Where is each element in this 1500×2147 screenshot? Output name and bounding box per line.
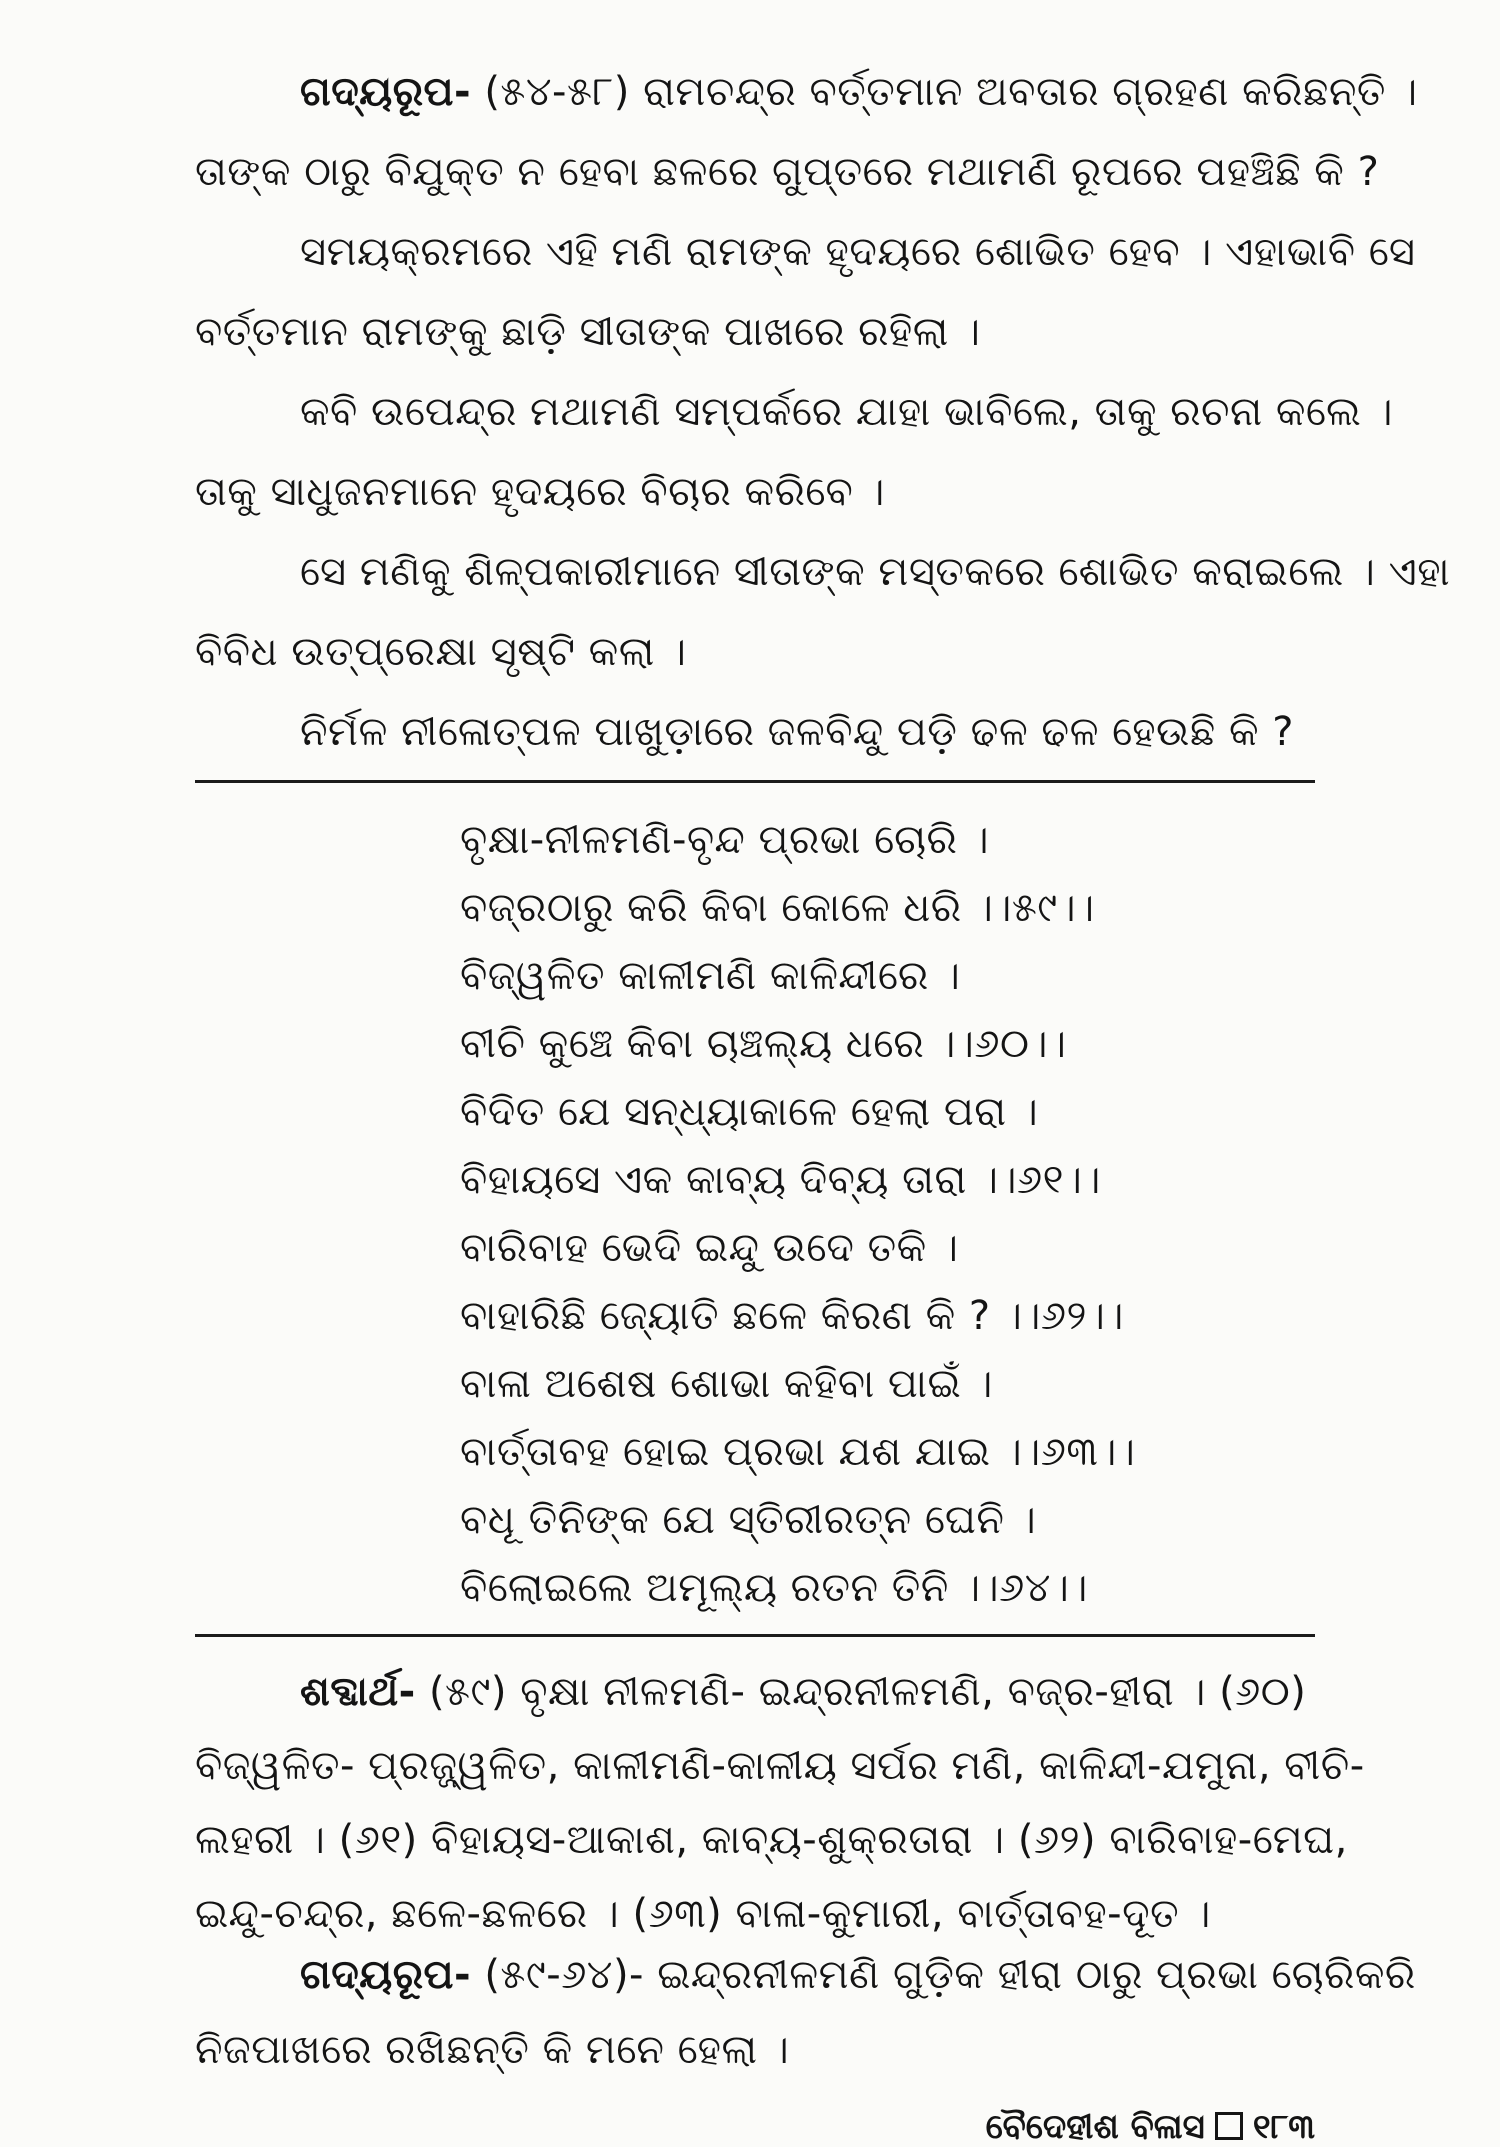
prose-top-line-1: [300, 69, 1418, 115]
verse-line: ବିଦିତ ଯେ ସନ୍ଧ୍ୟାକାଳେ ହେଲା ପରା ।: [460, 1089, 1039, 1135]
divider-bottom: [195, 1634, 1315, 1637]
verse-line: ବୃକ୍ଷା-ନୀଳମଣି-ବୃନ୍ଦ ପ୍ରଭା ଚୋରି ।: [460, 817, 990, 863]
prose-text: (୫୪-୫୮) ରାମଚନ୍ଦ୍ର ବର୍ତ୍ତମାନ ଅବତାର ଗ୍ରହଣ କରିଛନ୍ତି ।: [484, 69, 1418, 115]
page-number: ୧୮୩: [1252, 2107, 1315, 2147]
prose-top-line-5: କବି ଉପେନ୍ଦ୍ର ମଥାମଣି ସମ୍ପର୍କରେ ଯାହା ଭାବିଲେ, ତାକୁ ରଚନା କଲେ ।: [300, 389, 1393, 435]
verse-line: ବଜ୍ରଠାରୁ କରି କିବା କୋଳେ ଧରି ।।୫୯।।: [460, 885, 1095, 931]
verse-line: ବାହାରିଛି ଜ୍ୟୋତି ଛଳେ କିରଣ କି ? ।।୬୨।।: [460, 1293, 1124, 1339]
verse-line: ବାରିବାହ ଭେଦି ଇନ୍ଦୁ ଉଦେ ତକି ।: [460, 1225, 959, 1271]
glossary-line-3: ଲହରୀ । (୬୧) ବିହାୟସ-ଆକାଶ, କାବ୍ୟ-ଶୁକ୍ରତାରା । (୬୨) ବାରିବାହ-ମେଘ,: [195, 1817, 1348, 1863]
verse-line: ବିଲୋଇଲେ ଅମୂଲ୍ୟ ରତନ ତିନି ।।୬୪।।: [460, 1565, 1088, 1611]
prose-bottom-line-2: ନିଜପାଖରେ ରଖିଛନ୍ତି କି ମନେ ହେଲା ।: [195, 2027, 790, 2073]
prose-top-line-8: ବିବିଧ ଉତ୍‌ପ୍ରେକ୍ଷା ସୃଷ୍ଟି କଲା ।: [195, 629, 687, 675]
prose-label: ଗଦ୍ୟରୂପ-: [300, 69, 472, 115]
prose-top-line-4: ବର୍ତ୍ତମାନ ରାମଙ୍କୁ ଛାଡ଼ି ସୀତାଙ୍କ ପାଖରେ ରହିଲା ।: [195, 309, 981, 355]
verse-line: ବିହାୟସେ ଏକ କାବ୍ୟ ଦିବ୍ୟ ତାରା ।।୬୧।।: [460, 1157, 1101, 1203]
glossary-label: ଶବ୍ଦାର୍ଥ-: [300, 1669, 416, 1715]
prose-bottom-text: (୫୯-୬୪)- ଇନ୍ଦ୍ରନୀଳମଣି ଗୁଡ଼ିକ ହୀରା ଠାରୁ ପ୍ରଭା ଚୋରିକରି: [484, 1952, 1416, 1998]
verse-line: ବିଜ୍ୱଳିତ କାଳୀମଣି କାଳିନ୍ଦୀରେ ।: [460, 953, 961, 999]
verse-line: ବାଳା ଅଶେଷ ଶୋଭା କହିବା ପାଇଁ ।: [460, 1361, 993, 1407]
prose-top-line-3: ସମୟକ୍ରମରେ ଏହି ମଣି ରାମଙ୍କ ହୃଦୟରେ ଶୋଭିତ ହେବ । ଏହାଭାବି ସେ: [300, 229, 1416, 275]
glossary-line-4: ଇନ୍ଦୁ-ଚନ୍ଦ୍ର, ଛଳେ-ଛଳରେ । (୬୩) ବାଳା-କୁମାରୀ, ବାର୍ତ୍ତାବହ-ଦୂତ ।: [195, 1891, 1211, 1937]
glossary-line-1: [300, 1669, 1307, 1715]
verse-line: ବାର୍ତ୍ତାବହ ହୋଇ ପ୍ରଭା ଯଶ ଯାଇ ।।୬୩।।: [460, 1429, 1136, 1475]
prose-top-line-9: ନିର୍ମଳ ନୀଳୋତ୍ପଳ ପାଖୁଡ଼ାରେ ଜଳବିନ୍ଦୁ ପଡ଼ି ଢଳ ଢଳ ହେଉଛି କି ?: [300, 709, 1294, 755]
verse-line: ବଧୂ ତିନିଙ୍କ ଯେ ସ୍ତିରୀରତ୍ନ ଘେନି ।: [460, 1497, 1037, 1543]
prose-bottom-label: ଗଦ୍ୟରୂପ-: [300, 1952, 472, 1998]
page-footer: [985, 2107, 1315, 2147]
book-title: ବୈଦେହୀଶ ବିଳାସ: [985, 2107, 1205, 2147]
prose-top-line-7: ସେ ମଣିକୁ ଶିଳ୍ପକାରୀମାନେ ସୀତାଙ୍କ ମସ୍ତକରେ ଶୋଭିତ କରାଇଲେ । ଏହା: [300, 549, 1451, 595]
prose-top-line-2: ତାଙ୍କ ଠାରୁ ବିଯୁକ୍ତ ନ ହେବା ଛଳରେ ଗୁପ୍ତରେ ମଥାମଣି ରୂପରେ ପହଞ୍ଚିଛି କି ?: [195, 149, 1380, 195]
verse-line: ବୀଚି କୁଞ୍ଚେ କିବା ଚାଞ୍ଚଲ୍ୟ ଧରେ ।।୬୦।।: [460, 1021, 1067, 1067]
divider-top: [195, 780, 1315, 783]
prose-top-line-6: ତାକୁ ସାଧୁଜନମାନେ ହୃଦୟରେ ବିଚାର କରିବେ ।: [195, 469, 885, 515]
glossary-text: (୫୯) ବୃକ୍ଷା ନୀଳମଣି- ଇନ୍ଦ୍ରନୀଳମଣି, ବଜ୍ର-ହୀରା । (୬୦): [428, 1669, 1307, 1715]
square-icon: [1215, 2112, 1243, 2140]
prose-bottom-line-1: [300, 1952, 1416, 1998]
glossary-line-2: ବିଜ୍ୱଳିତ- ପ୍ରଜ୍ଜ୍ୱଳିତ, କାଳୀମଣି-କାଳୀୟ ସର୍ପର ମଣି, କାଳିନ୍ଦୀ-ଯମୁନା, ବୀଚି-: [195, 1743, 1365, 1789]
